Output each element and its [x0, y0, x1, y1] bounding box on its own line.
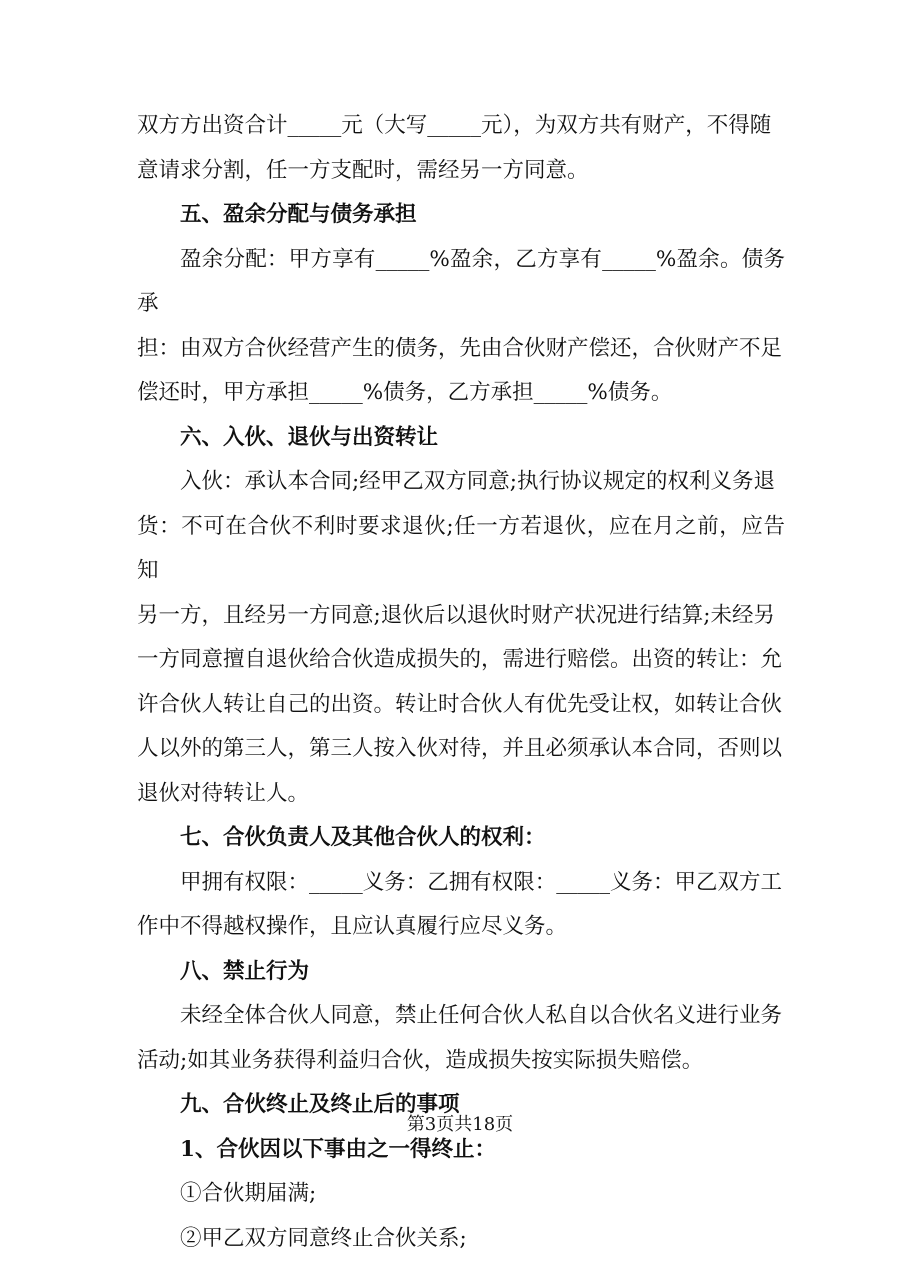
text-line: 甲拥有权限：_____义务：乙拥有权限：_____义务：甲乙双方工: [137, 861, 785, 906]
text-line: 活动;如其业务获得利益归合伙，造成损失按实际损失赔偿。: [137, 1039, 785, 1084]
text-line: 意请求分割，任一方支配时，需经另一方同意。: [137, 149, 785, 194]
paragraph-capital-contribution: [137, 104, 785, 193]
text-line: 入伙：承认本合同;经甲乙双方同意;执行协议规定的权利义务退: [137, 460, 785, 505]
text-line: 货：不可在合伙不利时要求退伙;任一方若退伙，应在月之前，应告知: [137, 505, 785, 594]
document-body: [137, 104, 785, 1261]
text-line: 未经全体合伙人同意，禁止任何合伙人私自以合伙名义进行业务: [137, 994, 785, 1039]
text-line: 人以外的第三人，第三人按入伙对待，并且必须承认本合同，否则以: [137, 727, 785, 772]
page-number: 第3页共18页: [0, 1113, 920, 1137]
text-line: 作中不得越权操作，且应认真履行应尽义务。: [137, 905, 785, 950]
section-heading-9: 九、合伙终止及终止后的事项: [137, 1083, 785, 1128]
text-line: 许合伙人转让自己的出资。转让时合伙人有优先受让权，如转让合伙: [137, 683, 785, 728]
text-line: 担：由双方合伙经营产生的债务，先由合伙财产偿还，合伙财产不足: [137, 327, 785, 372]
text-line: 偿还时，甲方承担_____%债务，乙方承担_____%债务。: [137, 371, 785, 416]
text-line: 双方方出资合计_____元（大写_____元），为双方共有财产，不得随: [137, 104, 785, 149]
text-line: 盈余分配：甲方享有_____%盈余，乙方享有_____%盈余。债务承: [137, 238, 785, 327]
text-line: 退伙对待转让人。: [137, 772, 785, 817]
paragraph-profit-debt: [137, 238, 785, 416]
section-heading-6: 六、入伙、退伙与出资转让: [137, 416, 785, 461]
text-line: 另一方，且经另一方同意;退伙后以退伙时财产状况进行结算;未经另: [137, 594, 785, 639]
list-item: ②甲乙双方同意终止合伙关系;: [137, 1217, 785, 1261]
text-line: 一方同意擅自退伙给合伙造成损失的，需进行赔偿。出资的转让：允: [137, 638, 785, 683]
list-item: ①合伙期届满;: [137, 1172, 785, 1217]
paragraph-prohibited: [137, 994, 785, 1083]
paragraph-rights: [137, 861, 785, 950]
subsection-heading-9-1: 1、合伙因以下事由之一得终止：: [137, 1128, 785, 1173]
section-heading-5: 五、盈余分配与债务承担: [137, 193, 785, 238]
paragraph-join-withdraw: [137, 460, 785, 816]
section-heading-8: 八、禁止行为: [137, 950, 785, 995]
section-heading-7: 七、合伙负责人及其他合伙人的权利：: [137, 816, 785, 861]
